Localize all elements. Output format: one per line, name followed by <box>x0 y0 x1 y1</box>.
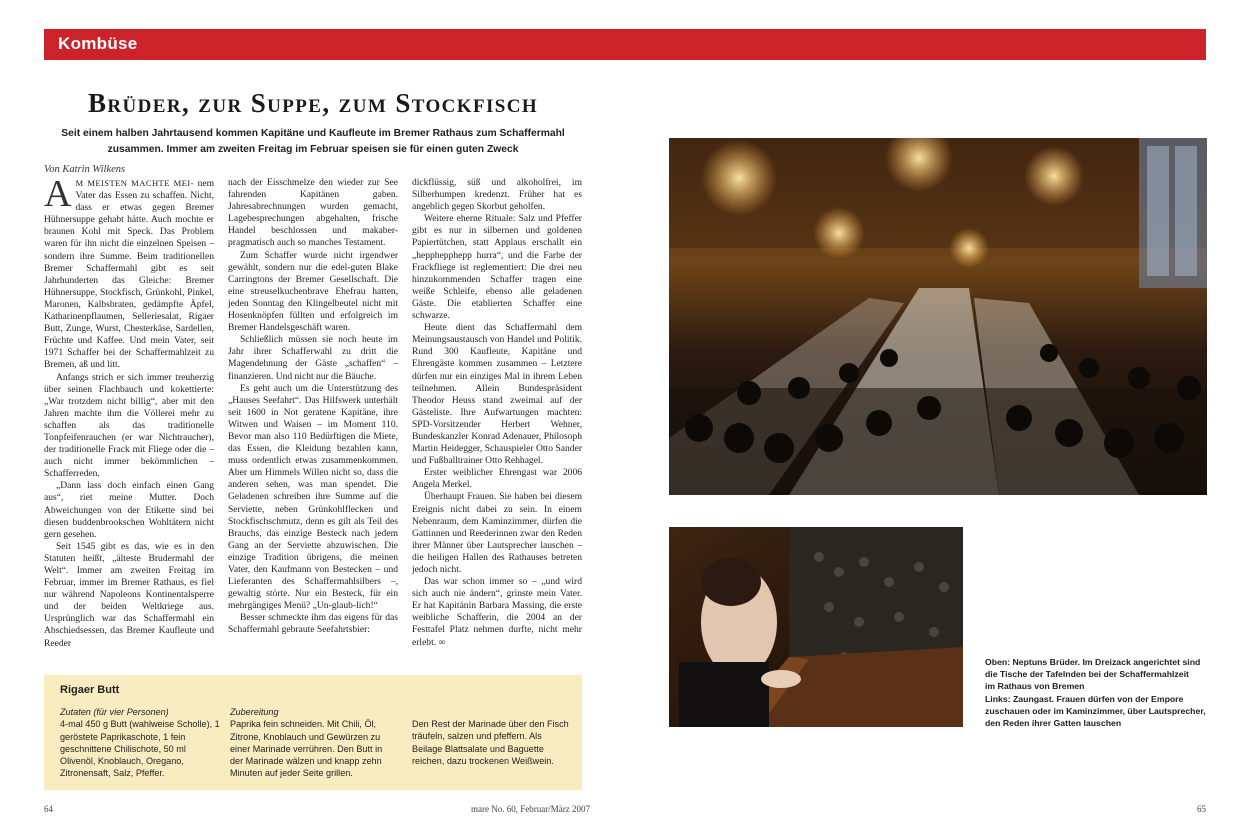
subtitle-line: Seit einem halben Jahrtausend kommen Kapitäne und Kaufleute im Bremer Rathaus zum Schaffermahl <box>61 128 565 139</box>
paragraph: Erster weiblicher Ehrengast war 2006 Angela Merkel. <box>412 467 582 491</box>
paragraph: Es geht auch um die Unterstützung des „Hauses Seefahrt“. Das Hilfswerk unterhält seit 1600 in Not geratene Kapitäne, ihre Witwen und Waisen – im Moment 110. Bevor man also 110 Bedürftigen die Miete, das Essen, die Kleidung bezahlen kann, muss ordentlich etwas zusammenkommen. Aber um Himmels Willen nicht so, dass die anderen sehen, was man spendet. Die Geladenen schreiben ihre Summe auf die Serviette, neben Grünkohlflecken und Stockfischschmutz, denn es gilt als Teil des Brauchs, das einzige Besteck nach jedem Gang an der Serviette abzuwischen. Die einzige Tradition übrigens, die meinen Vater, den Kaufmann von Bestecken – und Lieferanten des Schaffermahlsilbers –, gewaltig störte. Nur ein Besteck, für ein mehrgängiges Menü? „Un-glaub-lich!“ <box>228 382 398 612</box>
caption-line: den Reden ihrer Gatten lauschen <box>985 718 1122 729</box>
photo-caption <box>985 656 1207 729</box>
page-number-left: 64 <box>44 804 53 814</box>
preparation-text: Paprika fein schneiden. Mit Chili, Öl, Zitrone, Knoblauch und Gewürzen zu einer Marinade verrühren. Den Butt in der Marinade wälzen und knapp zehn Minuten auf jeder Seite grillen. <box>230 719 383 779</box>
recipe-preparation <box>230 706 390 780</box>
end-mark-icon: ∞ <box>438 636 446 648</box>
gallery-woman-image <box>669 527 963 727</box>
caption-line: Links: Zaungast. Frauen dürfen von der Empore <box>985 693 1184 704</box>
byline: Von Katrin Wilkens <box>44 164 126 175</box>
caption-line: zuschauen oder im Kaminzimmer, über Lautsprecher, <box>985 705 1206 716</box>
section-label: Kombüse <box>58 34 138 53</box>
paragraph-text: nem Vater das Essen zu schaffen. Nicht, dass er etwas gegen Bremer Hühnersuppe gehabt hätte. Auch mochte er braunen Kohl mit Speck. Das Problem waren für ihn nicht die einzelnen Speisen – sondern ihre Summe. Beim traditionellen Bremer Schaffermahl gibt es seit Jahrhunderten das Gleiche: Bremer Hühnersuppe, Stockfisch, Grünkohl, Pinkel, Maronen, Kalbsbraten, gedämpfte Äpfel, Katharinenpflaumen, Selleriesalat, Rigaer Butt, Zunge, Wurst, Chesterkäse, Sardellen, Früchte und Kaffee. Und mein Vater, seit 1971 Schaffer bei der Schaffermahlzeit zu Bremen, aß und litt. <box>44 178 215 371</box>
paragraph: Anfangs strich er sich immer treuherzig über seinen Flachbauch und kokettierte: „War trotzdem nicht billig“, aber mit den Jahren machte ihm die Völlerei mehr zu schaffen als das traditionelle Tonpfeifenrauchen (er war Nichtraucher), der traditionelle Frack mit Fliege oder die – auch nicht immer bekömmlichen – Schafferreden. <box>44 371 214 480</box>
article-column-2 <box>228 177 398 637</box>
recipe-box <box>44 675 582 790</box>
paragraph: Schließlich müssen sie noch heute im Jahr ihrer Schafferwahl zu dritt die Magendehnung der Gäste „schaffen“ – finanzieren. Und nicht nur die Bäuche. <box>228 334 398 382</box>
recipe-finish <box>412 718 572 767</box>
paragraph: dickflüssig, süß und alkoholfrei, im Silberhumpen kredenzt. Früher hat es angeblich gegen Skorbut geholfen. <box>412 177 582 213</box>
caption-line: die Tische der Tafelnden bei der Schaffermahlzeit <box>985 669 1189 680</box>
article-title: Brüder, zur Suppe, zum Stockfisch <box>87 88 539 118</box>
caption-line: im Rathaus von Bremen <box>985 681 1085 692</box>
recipe-title: Rigaer Butt <box>60 684 120 696</box>
recipe-ingredients <box>60 706 220 780</box>
caption-line: Oben: Neptuns Brüder. Im Dreizack angerichtet sind <box>985 657 1201 667</box>
issue-info: mare No. 60, Februar/März 2007 <box>471 804 590 814</box>
drop-cap: A <box>44 173 72 215</box>
paragraph: Weitere eherne Rituale: Salz und Pfeffer gibt es nur in silbernen und goldenen Papiertütchen, statt Applaus erschallt ein „hepphepphepp hurra“, und die Farbe der Frackfliege ist reglementiert: Die drei neu hinzukommenden Schaffer tragen eine weiße Schleife, ebenso alle geladenen Gäste. Die etablierten Schaffer eine schwarze. <box>412 213 582 322</box>
gallery-woman-photo <box>669 527 963 727</box>
article-subtitle <box>44 126 582 158</box>
preparation-heading: Zubereitung <box>230 707 279 717</box>
section-banner <box>44 29 1206 60</box>
paragraph <box>412 576 582 649</box>
paragraph: nach der Eisschmelze den wieder zur See fahrenden Kapitänen gaben. Jahresabrechnungen wurden gemacht, Lagebesprechungen abgehalten, frische Handel beschlossen und makaber-pragmatisch auch so manches Testament. <box>228 177 398 249</box>
paragraph: Seit 1545 gibt es das, wie es in den Statuten heißt, „älteste Brudermahl der Welt“. Immer am zweiten Freitag im Februar, immer im Bremer Rathaus, es fiel nur während Napoleons Kontinentalsperre und der beiden Weltkriege aus. Ursprünglich war das Schaffermahl ein Abschiedsessen, das Bremer Kaufleute und Reeder <box>44 540 214 649</box>
paragraph: Überhaupt Frauen. Sie haben bei diesem Ereignis nicht dabei zu sein. In einem Nebenraum, dem Kaminzimmer, dürfen die Gattinnen und Reederinnen zwar den Reden ihrer Männer über Lautsprecher lauschen – die heiligen Hallen des Rathauses betreten jedoch nicht. <box>412 491 582 575</box>
article-column-1 <box>44 173 215 650</box>
paragraph: Besser schmeckte ihm das eigens für das Schaffermahl gebraute Seefahrtsbier: <box>228 612 398 636</box>
lead-caps: M MEISTEN MACHTE MEI- <box>75 178 194 188</box>
page-number-right: 65 <box>1197 804 1206 814</box>
paragraph: Zum Schaffer wurde nicht irgendwer gewählt, sondern nur die edel-guten Blake Carringtons der Bremer Gesellschaft. Die eine streuselkuchenbrave Ehefrau hatten, jeden Sonntag den Klingelbeutel nicht mit Hosenknöpfen füllten und erfolgreich im Bremer Handelsgeschäft waren. <box>228 249 398 334</box>
paragraph-text: Das war schon immer so – „und wird sich auch nie ändern“, grinste mein Vater. Er hat Kapitänin Barbara Massing, die erste weibliche Schafferin, die 2004 an der Festtafel Platz nehmen durfte, nicht mehr erlebt. <box>412 576 582 648</box>
article-column-3 <box>412 177 582 649</box>
banquet-hall-image <box>669 138 1207 495</box>
finish-text: Den Rest der Marinade über den Fisch träufeln, salzen und pfeffern. Als Beilage Blattsalate und Baguette reichen, dazu trockenen Weißwein. <box>412 719 569 766</box>
subtitle-line: zusammen. Immer am zweiten Freitag im Februar speisen sie für einen guten Zweck <box>107 144 519 155</box>
paragraph: Heute dient das Schaffermahl dem Meinungsaustausch von Handel und Politik. Rund 300 Kaufleute, Kapitäne und Ehrengäste kommen zusammen – Letztere dürfen nur ein einziges Mal in ihrem Leben teilnehmen. Allein Bundespräsident Theodor Heuss stand zweimal auf der Gästeliste. Ihre Aufwartungen machten: SPD-Vorsitzender Herbert Wehner, Bundeskanzler Konrad Adenauer, Philosoph Martin Heidegger, Schauspieler Otto Sander und Fußballtrainer Otto Rehhagel. <box>412 322 582 467</box>
banquet-hall-photo <box>669 138 1207 495</box>
paragraph <box>44 173 215 372</box>
paragraph: „Dann lass doch einfach einen Gang aus“, riet meine Mutter. Doch Abweichungen von der Etikette sind bei diesen buddenbrookschen Wohltätern nicht gern gesehen. <box>44 480 214 540</box>
ingredients-text: 4-mal 450 g Butt (wahlweise Scholle), 1 geröstete Paprikaschote, 1 fein geschnittene Chilischote, 50 ml Olivenöl, Knoblauch, Oregano, Zitronensaft, Salz, Pfeffer. <box>60 719 220 779</box>
ingredients-heading: Zutaten (für vier Personen) <box>60 707 169 717</box>
